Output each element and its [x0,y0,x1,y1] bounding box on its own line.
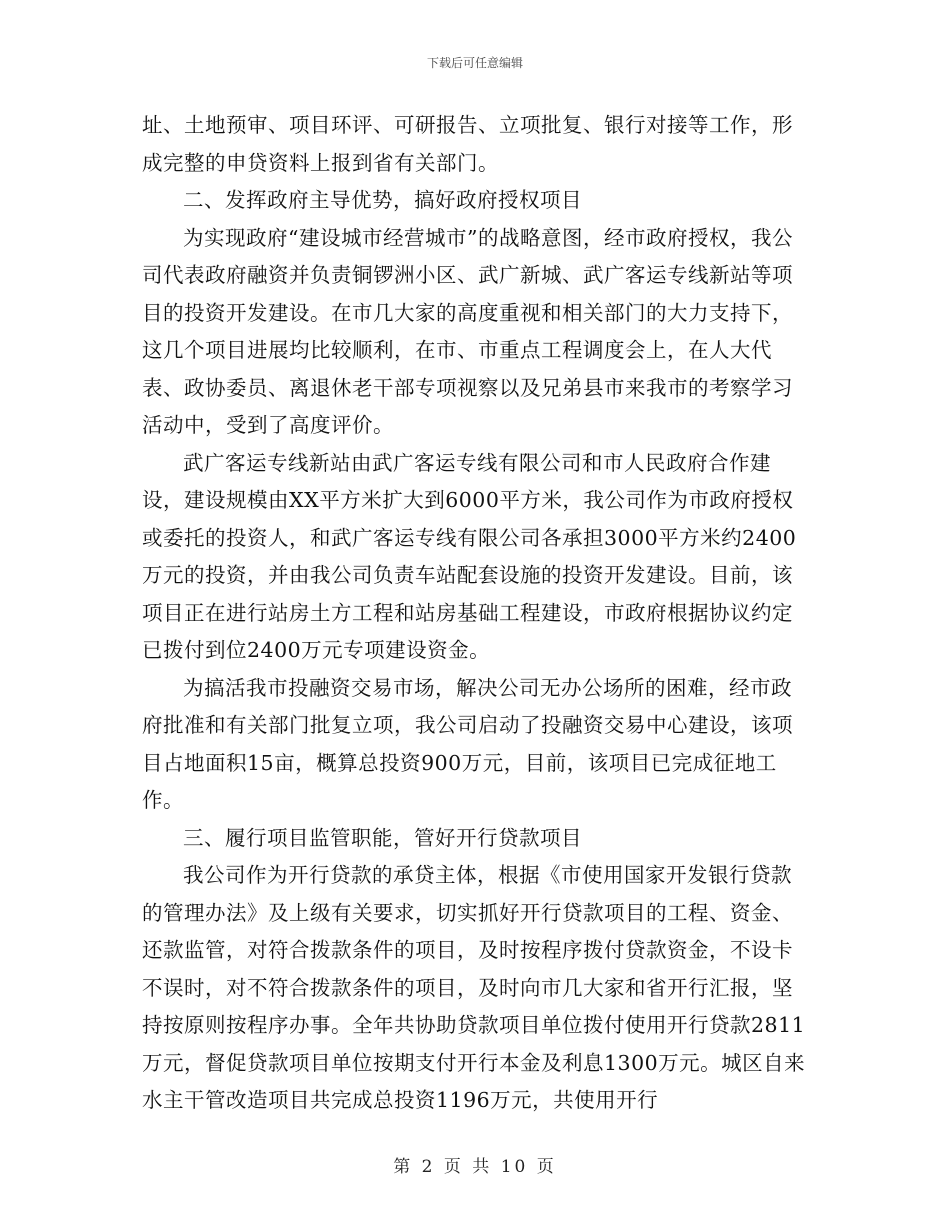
paragraph-5: 为搞活我市投融资交易市场，解决公司无办公场所的困难，经市政府批准和有关部门批复立项，我公司启动了投融资交易中心建设，该项目占地面积15亩，概算总投资900万元，目前，该项目已完成征地工作。 [142,675,793,812]
page-header: 下载后可任意编辑 [426,56,523,70]
paragraph-7: 我公司作为开行贷款的承贷主体，根据《市使用国家开发银行贷款的管理办法》及上级有关要求，切实抓好开行贷款项目的工程、资金、还款监管，对符合拨款条件的项目，及时按程序拨付贷款资金，不设卡不误时，对不符合拨款条件的项目，及时向市几大家和省开行汇报，坚持按原则按程序办事。全年共协助贷款项目单位拨付使用开行贷款2811万元，督促贷款项目单位按期支付开行本金及利息1300万元。城区自来水主干管改造项目共完成总投资1196万元，共使用开行 [142,863,806,1112]
page-footer: 第 2 页 共 10 页 [393,1157,557,1177]
paragraph-4: 武广客运专线新站由武广客运专线有限公司和市人民政府合作建设，建设规模由XX平方米扩大到6000平方米，我公司作为市政府授权或委托的投资人，和武广客运专线有限公司各承担3000平方米约2400万元的投资，并由我公司负责车站配套设施的投资开发建设。目前，该项目正在进行站房土方工程和站房基础工程建设，市政府根据协议约定已拨付到位2400万元专项建设资金。 [142,450,797,662]
paragraph-3: 为实现政府“建设城市经营城市”的战略意图，经市政府授权，我公司代表政府融资并负责铜锣洲小区、武广新城、武广客运专线新站等项目的投资开发建设。在市几大家的高度重视和相关部门的大力支持下，这几个项目进展均比较顺利，在市、市重点工程调度会上，在人大代表、政协委员、离退休老干部专项视察以及兄弟县市来我市的考察学习活动中，受到了高度评价。 [142,225,793,437]
section-heading-2: 二、发挥政府主导优势，搞好政府授权项目 [183,188,582,212]
paragraph-1: 址、土地预审、项目环评、可研报告、立项批复、银行对接等工作，形成完整的申贷资料上报到省有关部门。 [142,113,793,175]
document-body [142,107,812,1120]
section-heading-3: 三、履行项目监管职能，管好开行贷款项目 [183,825,582,850]
